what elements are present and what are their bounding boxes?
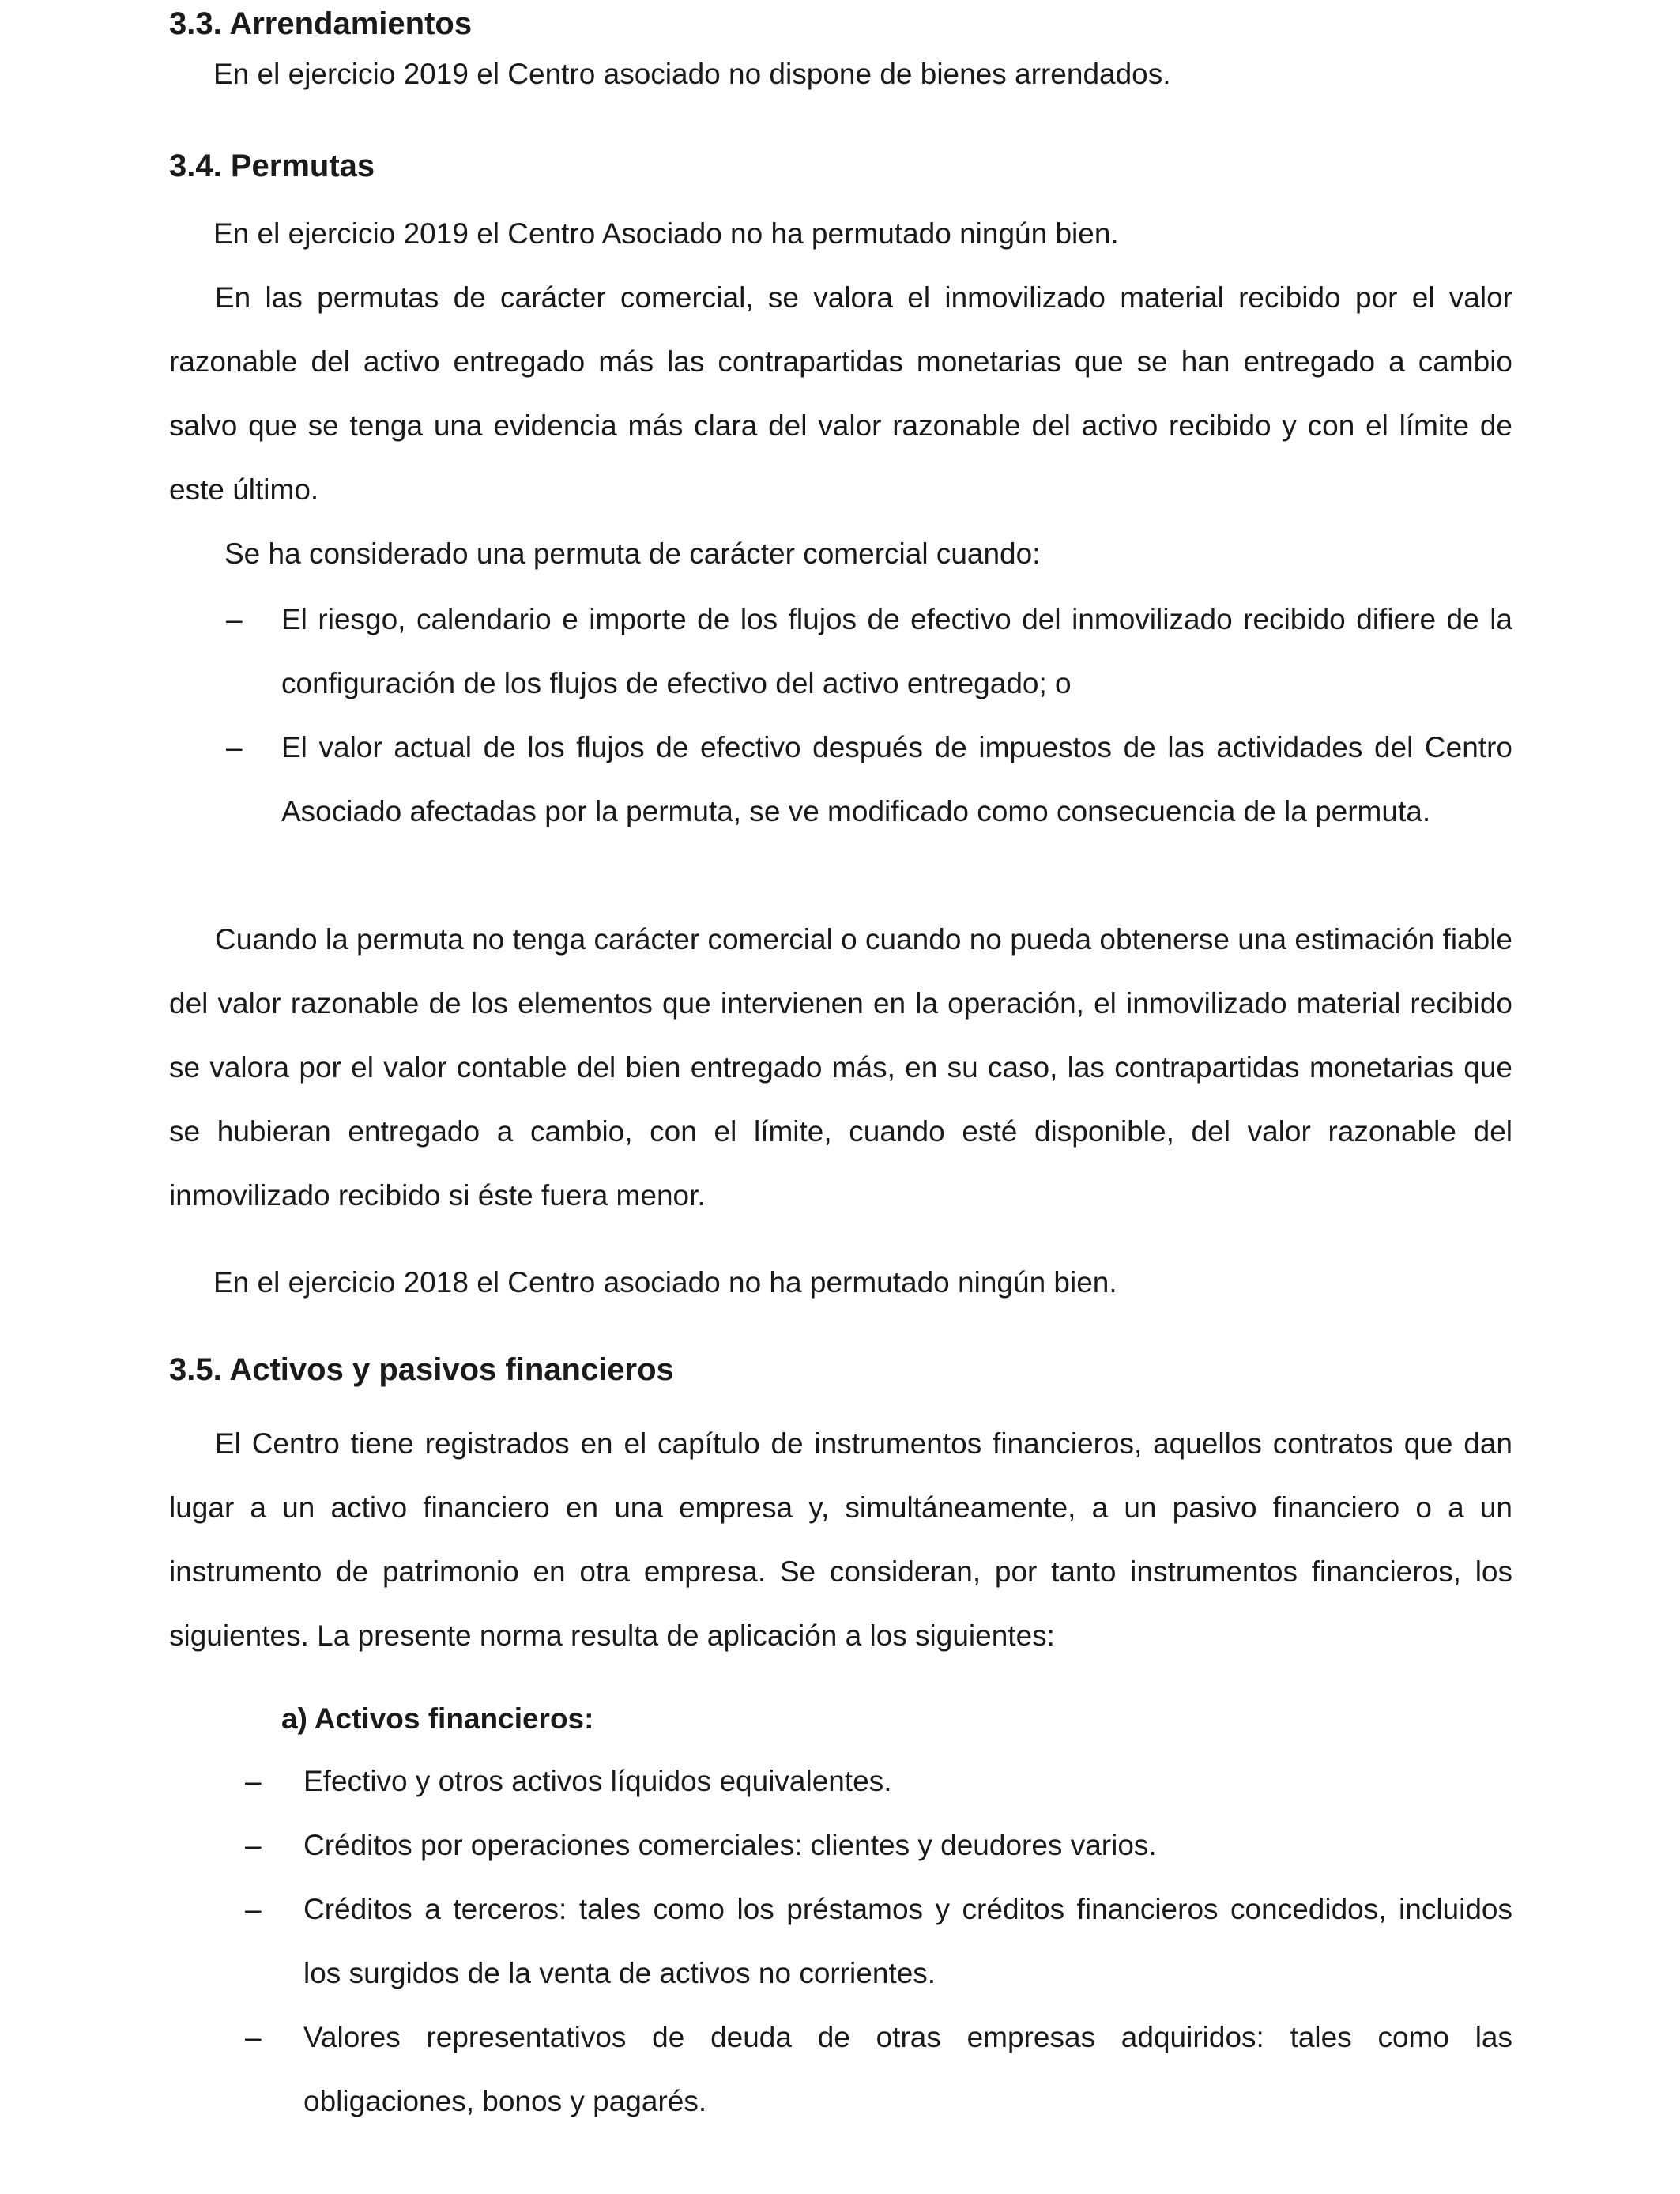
list-item-text: Valores representativos de deuda de otras empresas adquiridos: tales como las obligaciones, bonos y pagarés. (303, 2021, 1512, 2117)
paragraph-permutas-2019: En el ejercicio 2019 el Centro Asociado no ha permutado ningún bien. (213, 217, 1119, 250)
paragraph-permutas-criterio: Se ha considerado una permuta de carácter comercial cuando: (224, 537, 1041, 570)
paragraph-permutas-comercial: En las permutas de carácter comercial, se valora el inmovilizado material recibido por el valor razonable del activo entregado más las contrapartidas monetarias que se han entregado a cambio salvo que se tenga una evidencia más clara del valor razonable del activo recibido y con el límite de este último. (169, 281, 1512, 506)
list-item-text: Efectivo y otros activos líquidos equivalentes. (303, 1765, 892, 1797)
list-item (169, 2005, 1512, 2133)
subheading-activos-financieros: a) Activos financieros: (281, 1702, 594, 1735)
list-item (169, 1749, 1512, 1813)
list-item (169, 1877, 1512, 2005)
dash-bullet-icon: – (245, 1829, 262, 1861)
paragraph-arrendamientos: En el ejercicio 2019 el Centro asociado no dispone de bienes arrendados. (213, 58, 1171, 90)
section-heading-activos-pasivos: 3.5. Activos y pasivos financieros (169, 1352, 674, 1387)
dash-bullet-icon: – (245, 1893, 262, 1925)
dash-bullet-icon: – (245, 2021, 262, 2053)
list-item-text: El riesgo, calendario e importe de los flujos de efectivo del inmovilizado recibido difiere de la configuración de los flujos de efectivo del activo entregado; o (281, 603, 1512, 699)
list-item-text: Créditos por operaciones comerciales: clientes y deudores varios. (303, 1829, 1157, 1861)
dash-bullet-icon: – (245, 1765, 262, 1797)
paragraph-permutas-no-comercial: Cuando la permuta no tenga carácter comercial o cuando no pueda obtenerse una estimación fiable del valor razonable de los elementos que intervienen en la operación, el inmovilizado material recibido se valora por el valor contable del bien entregado más, en su caso, las contrapartidas monetarias que se hubieran entregado a cambio, con el límite, cuando esté disponible, del valor razonable del inmovilizado recibido si éste fuera menor. (169, 923, 1512, 1212)
list-item-text: El valor actual de los flujos de efectivo después de impuestos de las actividades del Centro Asociado afectadas por la permuta, se ve modificado como consecuencia de la permuta. (281, 731, 1512, 827)
dash-bullet-icon: – (226, 603, 243, 635)
list-item (169, 715, 1512, 907)
list-item-text: Créditos a terceros: tales como los préstamos y créditos financieros concedidos, incluidos los surgidos de la venta de activos no corrientes. (303, 1893, 1512, 1989)
section-heading-permutas: 3.4. Permutas (169, 149, 375, 183)
paragraph-permutas-2018: En el ejercicio 2018 el Centro asociado no ha permutado ningún bien. (213, 1266, 1117, 1299)
section-heading-arrendamientos: 3.3. Arrendamientos (169, 6, 473, 41)
dash-bullet-icon: – (226, 731, 243, 763)
list-item (169, 587, 1512, 715)
list-item (169, 1813, 1512, 1877)
paragraph-instrumentos-financieros: El Centro tiene registrados en el capítulo de instrumentos financieros, aquellos contratos que dan lugar a un activo financiero en una empresa y, simultáneamente, a un pasivo financiero o a un instrumento de patrimonio en otra empresa. Se consideran, por tanto instrumentos financieros, los siguientes. La presente norma resulta de aplicación a los siguientes: (169, 1427, 1512, 1652)
